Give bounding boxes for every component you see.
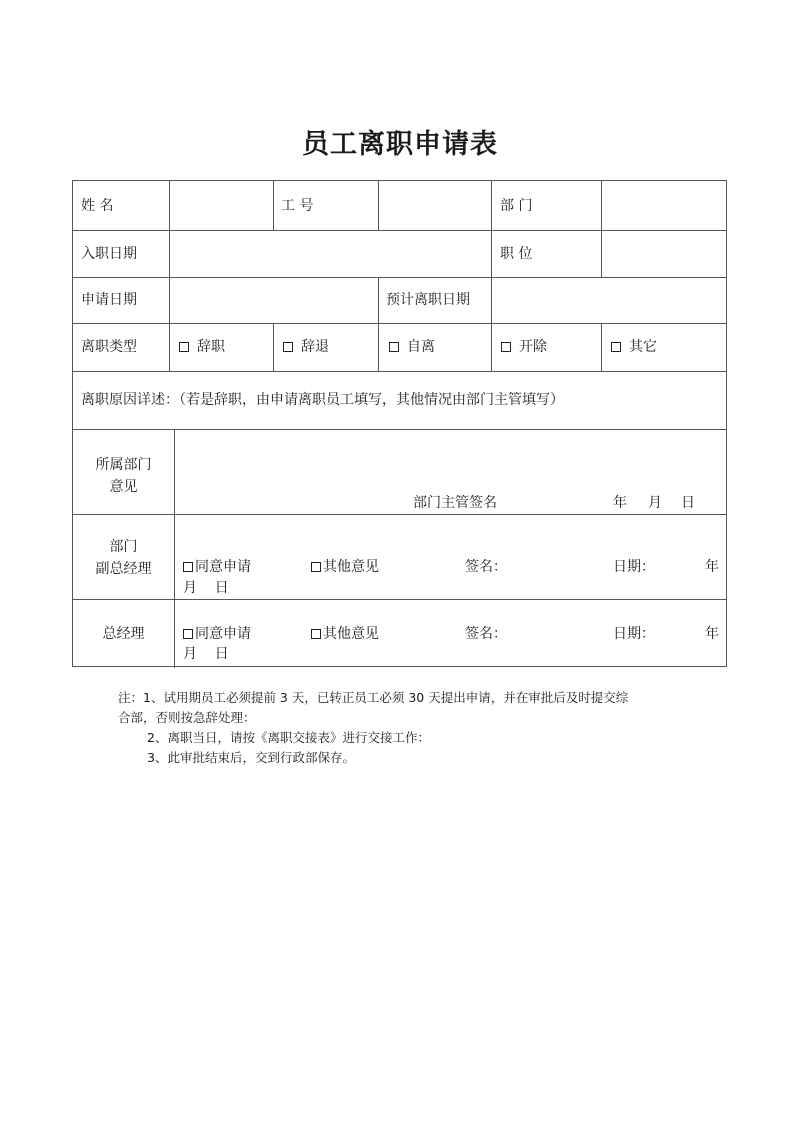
note-line: 合部，否则按急辞处理：	[118, 710, 256, 725]
employee-id-label: 工 号	[281, 198, 314, 214]
deputy-gm-agree-option[interactable]: 同意申请	[183, 559, 251, 575]
col-divider	[491, 323, 492, 371]
deputy-gm-other-option[interactable]: 其他意见	[311, 559, 379, 575]
option-resign[interactable]: 辞职	[179, 339, 225, 355]
checkbox[interactable]	[183, 629, 193, 639]
resignation-type-label: 离职类型	[81, 339, 137, 355]
date-month-day: 月 日	[183, 580, 229, 596]
col-divider	[174, 429, 175, 668]
row-divider	[73, 323, 726, 324]
hire-date-field[interactable]	[170, 231, 491, 277]
deputy-gm-signature-label: 签名：	[465, 559, 507, 575]
col-divider	[273, 181, 274, 230]
apply-date-label: 申请日期	[81, 292, 137, 308]
date-day: 日	[681, 495, 695, 511]
row-divider	[73, 514, 726, 515]
gm-agree-option[interactable]: 同意申请	[183, 626, 251, 642]
hire-date-label: 入职日期	[81, 246, 137, 262]
col-divider	[378, 277, 379, 323]
checkbox[interactable]	[311, 629, 321, 639]
gm-signature-label: 签名：	[465, 626, 507, 642]
deputy-gm-date-label: 日期：	[613, 559, 655, 575]
checkbox[interactable]	[283, 342, 293, 352]
col-divider	[378, 323, 379, 371]
note-line: 注：1、试用期员工必须提前 3 天，已转正员工必须 30 天提出申请，并在审批后及时提交综	[118, 690, 629, 705]
position-label: 职 位	[500, 246, 533, 262]
checkbox[interactable]	[389, 342, 399, 352]
position-field[interactable]	[602, 231, 728, 277]
checkbox[interactable]	[183, 562, 193, 572]
apply-date-field[interactable]	[170, 278, 378, 323]
option-other[interactable]: 其它	[611, 339, 657, 355]
col-divider	[601, 323, 602, 371]
gm-date-label: 日期：	[613, 626, 655, 642]
dept-opinion-label: 所属部门 意见	[95, 457, 152, 495]
option-expelled[interactable]: 开除	[501, 339, 547, 355]
employee-id-field[interactable]	[379, 181, 491, 230]
row-divider	[73, 599, 726, 600]
department-field[interactable]	[602, 181, 728, 230]
row-divider	[73, 371, 726, 372]
name-field[interactable]	[170, 181, 273, 230]
department-label: 部 门	[500, 198, 533, 214]
expected-leave-date-label: 预计离职日期	[386, 292, 470, 308]
gm-other-option[interactable]: 其他意见	[311, 626, 379, 642]
option-self-leave[interactable]: 自离	[389, 339, 435, 355]
deputy-gm-label: 部门 副总经理	[95, 539, 152, 577]
gm-label: 总经理	[102, 626, 145, 642]
form-title: 员工离职申请表	[302, 129, 498, 160]
resignation-form-table	[72, 180, 727, 667]
date-month: 月	[648, 495, 662, 511]
reason-label: 离职原因详述：（若是辞职，由申请离职员工填写，其他情况由部门主管填写）	[81, 392, 564, 408]
option-dismissed[interactable]: 辞退	[283, 339, 329, 355]
name-label: 姓 名	[81, 198, 114, 214]
row-divider	[73, 429, 726, 430]
date-year: 年	[705, 626, 719, 642]
date-month-day: 月 日	[183, 646, 229, 662]
form-notes	[118, 688, 628, 768]
note-line: 2、离职当日，请按《离职交接表》进行交接工作：	[147, 730, 430, 745]
checkbox[interactable]	[611, 342, 621, 352]
checkbox[interactable]	[501, 342, 511, 352]
dept-manager-signature-label: 部门主管签名	[413, 495, 497, 511]
date-year: 年	[613, 495, 627, 511]
checkbox[interactable]	[179, 342, 189, 352]
col-divider	[273, 323, 274, 371]
note-line: 3、此审批结束后，交到行政部保存。	[147, 750, 355, 765]
expected-leave-date-field[interactable]	[492, 278, 728, 323]
date-year: 年	[705, 559, 719, 575]
checkbox[interactable]	[311, 562, 321, 572]
